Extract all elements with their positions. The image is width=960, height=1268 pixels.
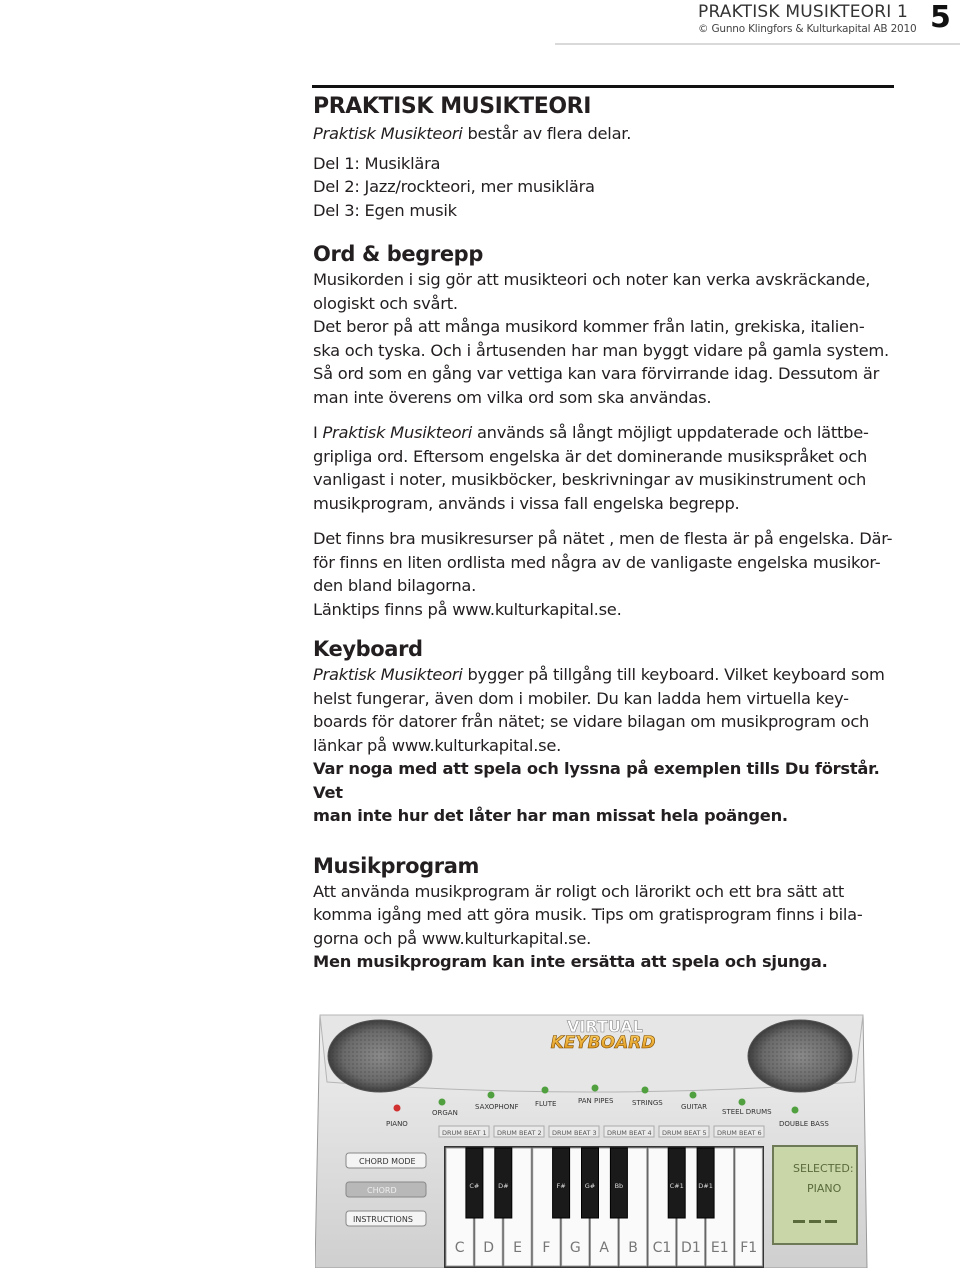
status-light-green-icon	[488, 1092, 495, 1099]
text-prefix: I	[313, 423, 323, 442]
display-line-2: PIANO	[807, 1182, 842, 1195]
running-header-copyright: © Gunno Klingfors & Kulturkapital AB 2010	[698, 23, 917, 35]
paragraph-line: Länktips finns på www.kulturkapital.se.	[313, 599, 622, 619]
emphasis-line: man inte hur det låter har man missat hela poängen.	[313, 806, 788, 825]
black-key-label: D#1	[698, 1182, 713, 1190]
black-key-label: Bb	[614, 1182, 624, 1190]
paragraph-line	[313, 421, 903, 445]
paragraph-line: boards för datorer från nätet; se vidare bilagan om musikprogram och	[313, 712, 870, 731]
section-rule	[312, 85, 894, 88]
status-light-green-icon	[642, 1087, 649, 1094]
emphasis-line: Var noga med att spela och lyssna på exemplen tills Du förstår. Vet	[313, 759, 880, 802]
drum-beat-label: DRUM BEAT 5	[662, 1129, 707, 1137]
white-key-label: D	[483, 1240, 494, 1256]
page-heading: PRAKTISK MUSIKTEORI	[313, 94, 591, 119]
piano-keys	[444, 1146, 764, 1268]
drum-beat-label: DRUM BEAT 3	[552, 1129, 597, 1137]
paragraph-line: helst fungerar, även dom i mobiler. Du kan ladda hem virtuella key-	[313, 688, 849, 708]
black-key-label: F#	[556, 1182, 566, 1190]
paragraph-line: länkar på www.kulturkapital.se.	[313, 735, 562, 755]
white-key-label: D1	[681, 1240, 701, 1256]
page-number: 5	[930, 0, 951, 35]
lcd-display	[773, 1146, 857, 1244]
white-key-label: C1	[652, 1240, 672, 1256]
paragraph-line: vanligast i noter, musikböcker, beskrivningar av musikinstrument och	[313, 470, 867, 489]
white-key-label: A	[599, 1240, 609, 1256]
running-header-title: PRAKTISK MUSIKTEORI 1	[698, 2, 909, 22]
intro-lead	[313, 122, 903, 146]
instrument-label[interactable]: SAXOPHONF	[475, 1103, 519, 1111]
instrument-label[interactable]: STEEL DRUMS	[722, 1108, 772, 1116]
status-light-green-icon	[439, 1099, 446, 1106]
paragraph-line: den bland bilagorna.	[313, 576, 477, 595]
paragraph-line: för finns en liten ordlista med några av de vanligaste engelska musikor-	[313, 552, 881, 572]
part-item: Del 3: Egen musik	[313, 200, 457, 220]
white-key-label: E1	[710, 1240, 729, 1256]
book-title-italic: Praktisk Musikteori	[322, 423, 473, 442]
black-key-label: C#	[469, 1182, 480, 1190]
paragraph-line: ska och tyska. Och i årtusenden har man byggt vidare på gamla system.	[313, 340, 889, 360]
paragraph-line: Att använda musikprogram är roligt och lärorikt och ett bra sätt att	[313, 881, 844, 901]
paragraph-line: man inte överens om vilka ord som ska användas.	[313, 387, 712, 407]
white-key-label: F	[542, 1240, 551, 1256]
part-item: Del 2: Jazz/rockteori, mer musiklära	[313, 177, 595, 196]
intro-lead-italic: Praktisk Musikteori	[313, 124, 463, 143]
status-light-green-icon	[690, 1092, 697, 1099]
emphasis-line: Men musikprogram kan inte ersätta att spela och sjunga.	[313, 952, 828, 971]
section-heading-ord: Ord & begrepp	[313, 242, 483, 266]
paragraph-line: Musikorden i sig gör att musikteori och noter kan verka avskräckande,	[313, 270, 871, 289]
chord-label: CHORD	[367, 1186, 397, 1195]
instrument-label[interactable]: STRINGS	[632, 1099, 663, 1107]
status-light-red-icon	[394, 1105, 401, 1112]
white-key-label: F1	[740, 1240, 758, 1256]
logo-virtual: VIRTUAL	[567, 1017, 643, 1036]
header-rule	[555, 43, 960, 45]
instrument-label[interactable]: PIANO	[386, 1120, 408, 1128]
white-key-label: G	[569, 1240, 581, 1256]
display-dash	[825, 1220, 837, 1223]
display-dash	[793, 1220, 805, 1223]
part-item: Del 1: Musiklära	[313, 153, 441, 173]
paragraph-line: Det finns bra musikresurser på nätet , men de flesta är på engelska. Där-	[313, 529, 893, 548]
virtual-keyboard-illustration	[315, 1010, 870, 1268]
status-light-green-icon	[792, 1107, 799, 1114]
chord-mode-label: CHORD MODE	[359, 1157, 416, 1166]
virtual-keyboard-svg	[315, 1010, 870, 1268]
display-dash	[809, 1220, 821, 1223]
text-rest: används så långt möjligt uppdaterade och lättbe-	[472, 423, 869, 442]
instrument-label[interactable]: FLUTE	[535, 1100, 557, 1108]
black-key-label: G#	[584, 1182, 596, 1190]
instrument-label[interactable]: GUITAR	[681, 1103, 707, 1111]
drum-beat-label: DRUM BEAT 4	[607, 1129, 652, 1137]
paragraph-line: musikprogram, används i vissa fall engelska begrepp.	[313, 493, 740, 513]
intro-lead-rest: består av flera delar.	[462, 124, 632, 143]
status-light-green-icon	[592, 1085, 599, 1092]
drum-beat-label: DRUM BEAT 1	[442, 1129, 487, 1137]
instrument-label[interactable]: DOUBLE BASS	[779, 1120, 829, 1128]
main-content	[313, 92, 903, 974]
black-key-label: C#1	[669, 1182, 684, 1190]
instructions-label: INSTRUCTIONS	[353, 1215, 413, 1224]
paragraph-line	[313, 663, 903, 687]
book-title-italic: Praktisk Musikteori	[313, 665, 463, 684]
paragraph-line: gorna och på www.kulturkapital.se.	[313, 928, 592, 948]
paragraph-line: Det beror på att många musikord kommer från latin, grekiska, italien-	[313, 317, 865, 336]
paragraph-line: ologiskt och svårt.	[313, 293, 458, 313]
status-light-green-icon	[739, 1099, 746, 1106]
instrument-label[interactable]: PAN PIPES	[578, 1097, 614, 1105]
display-line-1: SELECTED:	[793, 1162, 854, 1175]
instrument-label[interactable]: ORGAN	[432, 1109, 458, 1117]
white-key-label: B	[628, 1240, 638, 1256]
drum-beat-label: DRUM BEAT 2	[497, 1129, 542, 1137]
paragraph-line: komma igång med att göra musik. Tips om gratisprogram finns i bila-	[313, 905, 863, 924]
paragraph-line: gripliga ord. Eftersom engelska är det dominerande musikspråket och	[313, 446, 868, 466]
white-key-label: E	[513, 1240, 522, 1256]
text-rest: bygger på tillgång till keyboard. Vilket keyboard som	[462, 665, 885, 684]
side-button-panel	[346, 1153, 426, 1226]
status-light-green-icon	[542, 1087, 549, 1094]
white-key-label: C	[454, 1240, 465, 1256]
logo-keyboard: KEYBOARD	[550, 1033, 656, 1053]
drum-beat-label: DRUM BEAT 6	[717, 1129, 762, 1137]
section-heading-keyboard: Keyboard	[313, 637, 423, 661]
paragraph-line: Så ord som en gång var vettiga kan vara förvirrande idag. Dessutom är	[313, 364, 880, 383]
black-key-label: D#	[498, 1182, 509, 1190]
section-heading-musikprogram: Musikprogram	[313, 853, 479, 878]
